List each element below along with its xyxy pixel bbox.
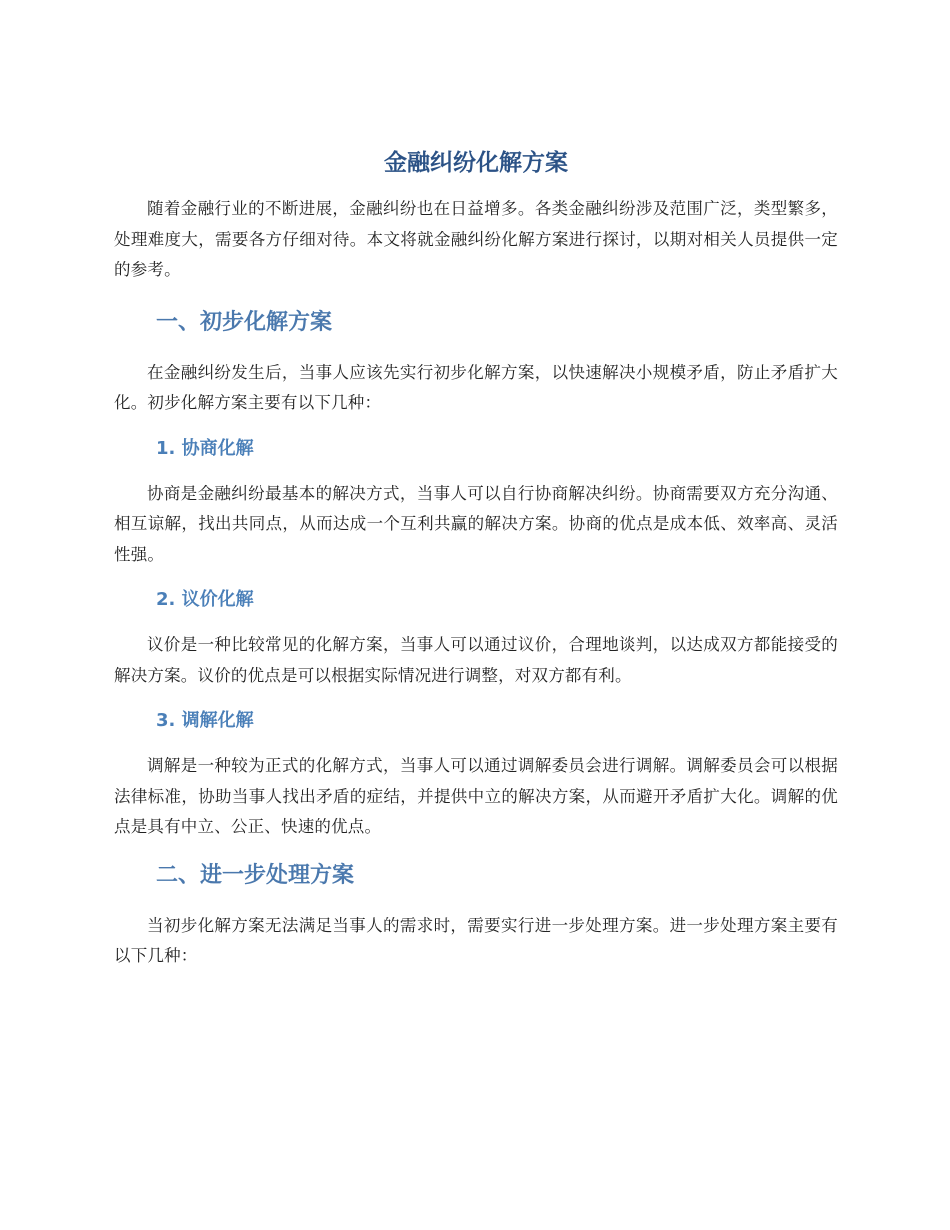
paragraph-bargaining: 议价是一种比较常见的化解方案，当事人可以通过议价，合理地谈判，以达成双方都能接受的解决方案。议价的优点是可以根据实际情况进行调整，对双方都有利。 — [114, 635, 838, 685]
subheading-mediation: 3. 调解化解 — [156, 710, 254, 731]
paragraph-mediation: 调解是一种较为正式的化解方式，当事人可以通过调解委员会进行调解。调解委员会可以根据法律标准，协助当事人找出矛盾的症结，并提供中立的解决方案，从而避开矛盾扩大化。调解的优点是具有中立、公正、快速的优点。 — [114, 756, 838, 836]
document-title: 金融纠纷化解方案 — [384, 150, 568, 176]
paragraph-negotiation: 协商是金融纠纷最基本的解决方式，当事人可以自行协商解决纠纷。协商需要双方充分沟通、相互谅解，找出共同点，从而达成一个互利共赢的解决方案。协商的优点是成本低、效率高、灵活性强。 — [114, 483, 838, 564]
section-heading-initial-resolution: 一、初步化解方案 — [156, 309, 333, 335]
subheading-negotiation: 1. 协商化解 — [156, 437, 254, 459]
intro-paragraph: 随着金融行业的不断进展，金融纠纷也在日益增多。各类金融纠纷涉及范围广泛，类型繁多，处理难度大，需要各方仔细对待。本文将就金融纠纷化解方案进行探讨，以期对相关人员提供一定的参考。 — [114, 199, 838, 279]
section-heading-further-handling: 二、进一步处理方案 — [156, 862, 355, 888]
subheading-bargaining: 2. 议价化解 — [156, 589, 254, 610]
section-paragraph-initial-resolution: 在金融纠纷发生后，当事人应该先实行初步化解方案，以快速解决小规模矛盾，防止矛盾扩大化。初步化解方案主要有以下几种： — [114, 362, 838, 412]
section-paragraph-further-handling: 当初步化解方案无法满足当事人的需求时，需要实行进一步处理方案。进一步处理方案主要有以下几种： — [114, 915, 838, 965]
